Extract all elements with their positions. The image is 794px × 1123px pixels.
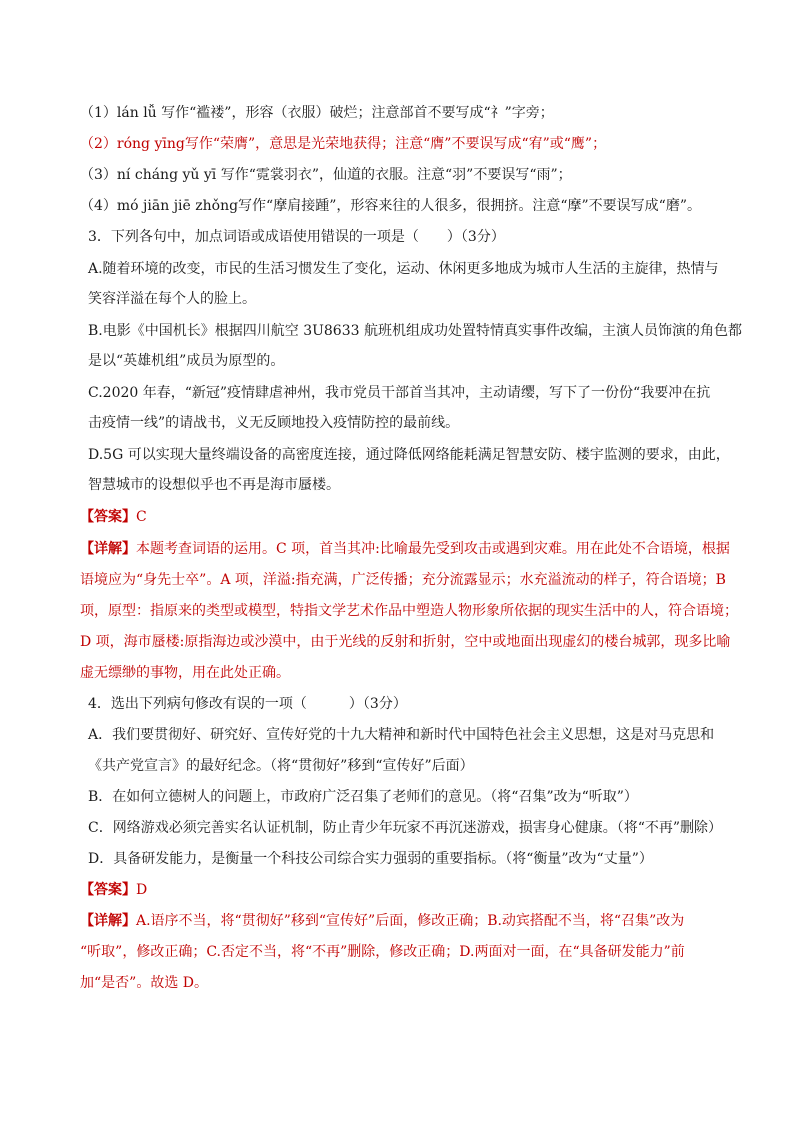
q3-option-c-line1: C.2020 年春，“新冠”疫情肆虐神州，我市党员干部首当其冲，主动请缨，写下了一份份“我要冲在抗 [88, 385, 711, 401]
answer-value: C [136, 509, 147, 525]
q3-detail-line5: 虚无缥缈的事物，用在此处正确。 [80, 665, 290, 681]
detail-tag: 【详解】 [80, 541, 136, 557]
answer-tag: 【答案】 [80, 509, 136, 525]
q4-detail-line1 [80, 911, 684, 931]
detail-text: A.语序不当，将“贯彻好”移到“宣传好”后面，修改正确；B.动宾搭配不当，将“召集”改为 [136, 913, 685, 929]
q4-detail-line3: 加“是否”。故选 D。 [80, 975, 208, 991]
q3-option-a-line1: A.随着环境的改变，市民的生活习惯发生了变化，运动、休闲更多地成为城市人生活的主旋律，热情与 [88, 261, 719, 277]
detail-tag: 【详解】 [80, 913, 136, 929]
q2-answer-2: （2）róng yīng写作“荣膺”，意思是光荣地获得；注意“膺”不要误写成“宥”或“鹰”； [80, 136, 607, 152]
q3-detail-line3: 项，原型：指原来的类型或模型，特指文学艺术作品中塑造人物形象所依据的现实生活中的人，符合语境； [80, 603, 738, 619]
q3-option-a-line2: 笑容洋溢在每个人的脸上。 [88, 291, 256, 307]
q3-option-b-line1: B.电影《中国机长》根据四川航空 3U8633 航班机组成功处置特情真实事件改编，主演人员饰演的角色都 [88, 323, 742, 339]
q3-option-b-line2: 是以“英雄机组”成员为原型的。 [88, 353, 285, 369]
q3-answer [80, 507, 147, 527]
q2-answer-3: （3）ní cháng yǔ yī 写作“霓裳羽衣”，仙道的衣服。注意“羽”不要误写“雨”； [80, 167, 572, 183]
q2-answer-4: （4）mó jiān jiē zhǒng写作“摩肩接踵”，形容来往的人很多，很拥挤。注意“摩”不要误写成“磨”。 [80, 198, 701, 214]
q4-option-d: D．具备研发能力，是衡量一个科技公司综合实力强弱的重要指标。（将“衡量”改为“丈量”） [88, 851, 653, 867]
q4-option-c: C．网络游戏必须完善实名认证机制，防止青少年玩家不再沉迷游戏，损害身心健康。（将“不再”删除） [88, 820, 723, 836]
q4-detail-line2: “听取”，修改正确；C.否定不当，将“不再”删除，修改正确；D.两面对一面，在“具备研发能力”前 [80, 944, 685, 960]
q4-answer [80, 880, 147, 900]
q4-option-a-line2: 《共产党宣言》的最好纪念。（将“贯彻好”移到“宣传好”后面） [88, 758, 474, 774]
question-3-stem: 3．下列各句中，加点词语或成语使用错误的一项是（ ）（3分） [88, 229, 505, 245]
q4-option-a-line1: A．我们要贯彻好、研究好、宣传好党的十九大精神和新时代中国特色社会主义思想，这是对马克思和 [88, 727, 715, 743]
answer-value: D [136, 882, 148, 898]
q2-answer-1: （1）lán lǚ 写作“褴褛”，形容（衣服）破烂；注意部首不要写成“礻”字旁； [80, 105, 554, 121]
q3-option-d-line2: 智慧城市的设想似乎也不再是海市蜃楼。 [88, 477, 340, 493]
answer-tag: 【答案】 [80, 882, 136, 898]
q3-detail-line4: D 项，海市蜃楼:原指海边或沙漠中，由于光线的反射和折射，空中或地面出现虚幻的楼台城郭，现多比喻 [80, 634, 731, 650]
detail-text: 本题考查词语的运用。C 项，首当其冲:比喻最先受到攻击或遇到灾难。用在此处不合语境，根据 [136, 541, 730, 557]
q3-option-c-line2: 击疫情一线”的请战书，义无反顾地投入疫情防控的最前线。 [88, 415, 460, 431]
question-4-stem: 4．选出下列病句修改有误的一项（ ）（3分） [88, 696, 407, 712]
q3-option-d-line1: D.5G 可以实现大量终端设备的高密度连接，通过降低网络能耗满足智慧安防、楼宇监测的要求，由此， [88, 447, 730, 463]
q3-detail-line2: 语境应为“身先士卒”。A 项，洋溢:指充满，广泛传播；充分流露显示；水充溢流动的样子，符合语境；B [80, 572, 726, 588]
q3-detail-line1 [80, 539, 730, 559]
q4-option-b: B．在如何立德树人的问题上，市政府广泛召集了老师们的意见。（将“召集”改为“听取”） [88, 789, 638, 805]
